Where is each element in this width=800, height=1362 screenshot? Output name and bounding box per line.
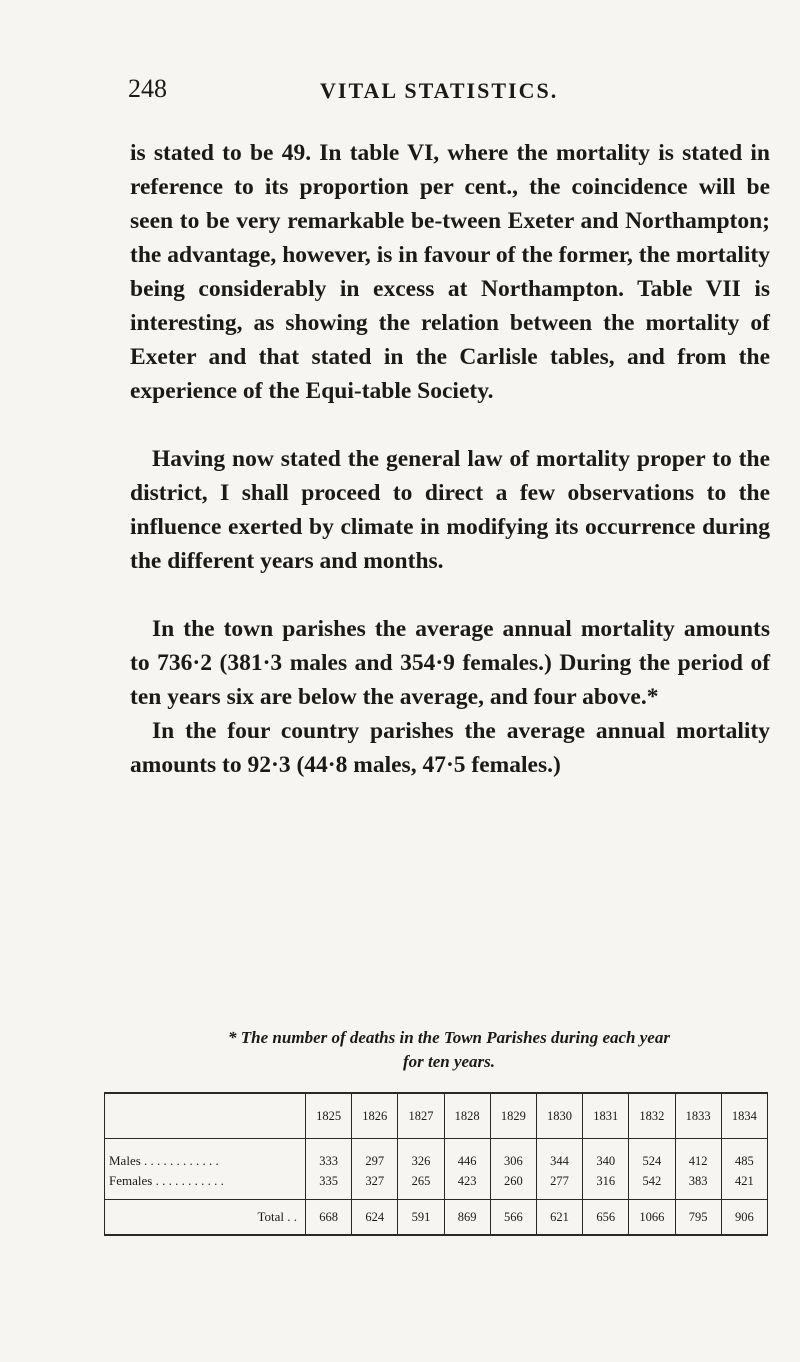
text-line: proper to the district, I shall proceed to direct a few bbox=[130, 446, 770, 506]
text-line: Having now stated the general law of mortality bbox=[152, 446, 630, 472]
total-cell: 624 bbox=[352, 1200, 398, 1236]
total-cell: 591 bbox=[398, 1200, 444, 1236]
text-line: is stated to be 49. In table VI, where the mortality bbox=[130, 140, 650, 166]
table-cell: 260 bbox=[490, 1171, 536, 1200]
year-header: 1825 bbox=[306, 1093, 352, 1139]
deaths-table bbox=[104, 1092, 768, 1236]
text-line: average, and four above.* bbox=[399, 684, 659, 710]
table-row-males bbox=[105, 1139, 768, 1172]
footnote-line-1: * The number of deaths in the Town Parishes during each year bbox=[228, 1028, 670, 1047]
table-cell: 423 bbox=[444, 1171, 490, 1200]
table-cell: 277 bbox=[536, 1171, 582, 1200]
paragraph-4 bbox=[130, 714, 770, 782]
year-header: 1833 bbox=[675, 1093, 721, 1139]
text-line: mortality amounts to 92·3 (44·8 males, 47·5 females.) bbox=[130, 718, 770, 778]
table-row-total bbox=[105, 1200, 768, 1236]
total-label: Total . . bbox=[105, 1200, 306, 1236]
table-cell: 446 bbox=[444, 1139, 490, 1172]
table-cell: 265 bbox=[398, 1171, 444, 1200]
year-header: 1832 bbox=[629, 1093, 675, 1139]
text-line: and months. bbox=[319, 548, 444, 574]
table-cell: 412 bbox=[675, 1139, 721, 1172]
footnote bbox=[134, 1026, 764, 1074]
table-cell: 485 bbox=[721, 1139, 767, 1172]
total-cell: 621 bbox=[536, 1200, 582, 1236]
total-cell: 566 bbox=[490, 1200, 536, 1236]
total-cell: 795 bbox=[675, 1200, 721, 1236]
total-cell: 656 bbox=[583, 1200, 629, 1236]
text-line: Carlisle tables, and from the experience of the Equi- bbox=[130, 344, 771, 404]
year-header: 1830 bbox=[536, 1093, 582, 1139]
table-cell: 524 bbox=[629, 1139, 675, 1172]
row-label: Males . . . . . . . . . . . . bbox=[105, 1139, 306, 1172]
row-label: Females . . . . . . . . . . . bbox=[105, 1171, 306, 1200]
text-line: amounts to 736·2 (381·3 males and 354·9 females.) bbox=[130, 616, 771, 676]
table-corner-cell bbox=[105, 1093, 306, 1139]
table-cell: 333 bbox=[306, 1139, 352, 1172]
total-cell: 1066 bbox=[629, 1200, 675, 1236]
table-cell: 326 bbox=[398, 1139, 444, 1172]
text-line: coincidence will be seen to be very remarkable be- bbox=[130, 174, 771, 234]
table-cell: 421 bbox=[721, 1171, 767, 1200]
year-header: 1834 bbox=[721, 1093, 767, 1139]
running-head: VITAL STATISTICS. bbox=[320, 78, 559, 103]
total-cell: 869 bbox=[444, 1200, 490, 1236]
table-header-row bbox=[105, 1093, 768, 1139]
total-cell: 668 bbox=[306, 1200, 352, 1236]
table-cell: 297 bbox=[352, 1139, 398, 1172]
text-line: VII is interesting, as showing the relation between bbox=[130, 276, 770, 336]
year-header: 1827 bbox=[398, 1093, 444, 1139]
text-line: In the four country parishes the average annual bbox=[152, 718, 666, 744]
year-header: 1831 bbox=[583, 1093, 629, 1139]
table-cell: 306 bbox=[490, 1139, 536, 1172]
table-cell: 340 bbox=[583, 1139, 629, 1172]
footnote-line-2: for ten years. bbox=[402, 1052, 496, 1071]
table-cell: 542 bbox=[629, 1171, 675, 1200]
text-line: modifying its occurrence during the different years bbox=[130, 514, 770, 574]
text-line: tween Exeter and Northampton; the advantage, bbox=[130, 208, 770, 268]
text-line: In the town parishes the average annual mortality bbox=[152, 616, 675, 642]
text-line: During the period of ten years six are below the bbox=[130, 650, 771, 710]
paragraph-1 bbox=[130, 136, 770, 408]
page-number: 248 bbox=[128, 74, 167, 103]
text-line: however, is in favour of the former, the mortality bbox=[282, 242, 770, 268]
table-cell: 327 bbox=[352, 1171, 398, 1200]
year-header: 1828 bbox=[444, 1093, 490, 1139]
table-cell: 383 bbox=[675, 1171, 721, 1200]
paragraph-3 bbox=[130, 612, 770, 714]
table-cell: 344 bbox=[536, 1139, 582, 1172]
year-header: 1826 bbox=[352, 1093, 398, 1139]
text-line: being considerably in excess at Northampton. Table bbox=[130, 276, 693, 302]
total-cell: 906 bbox=[721, 1200, 767, 1236]
page-header bbox=[0, 74, 800, 114]
body-text bbox=[130, 136, 770, 782]
table-cell: 335 bbox=[306, 1171, 352, 1200]
table-cell: 316 bbox=[583, 1171, 629, 1200]
text-line: is stated in reference to its proportion per cent., the bbox=[130, 140, 771, 200]
text-line: table Society. bbox=[361, 378, 494, 404]
paragraph-2 bbox=[130, 442, 770, 578]
text-line: the mortality of Exeter and that stated in the bbox=[130, 310, 771, 370]
table-row-females bbox=[105, 1171, 768, 1200]
year-header: 1829 bbox=[490, 1093, 536, 1139]
text-line: observations to the influence exerted by climate in bbox=[130, 480, 771, 540]
